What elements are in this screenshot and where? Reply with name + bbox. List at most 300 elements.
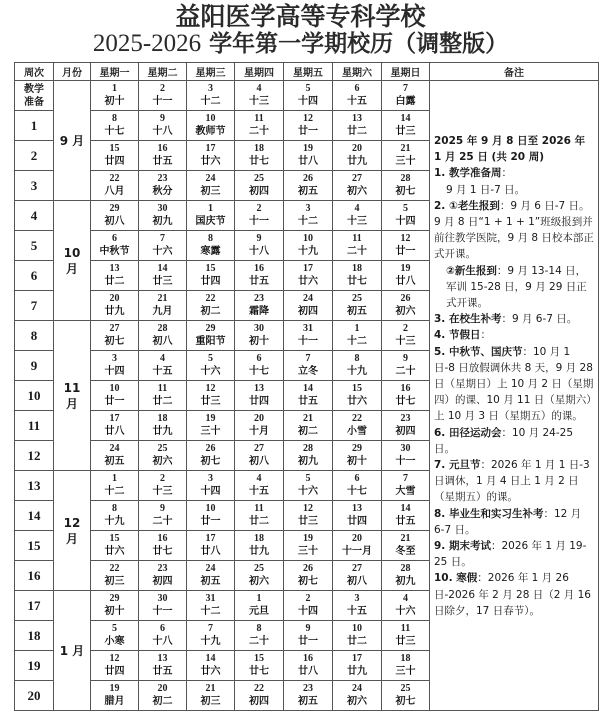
day-cell [139,321,187,351]
notes-content [434,133,594,619]
day-cell [187,531,235,561]
day-number: 27 [109,322,120,334]
day-cell [139,561,187,591]
lunar-date: 三十 [298,545,318,557]
day-cell [382,111,430,141]
day-number: 18 [254,142,264,154]
day-cell [139,681,187,711]
day-cell [382,441,430,471]
day-cell [284,501,333,531]
lunar-date: 初七 [200,455,221,467]
day-cell [333,291,382,321]
day-cell [187,351,235,381]
day-number: 20 [352,142,362,154]
lunar-date: 十二 [200,95,221,107]
day-number: 23 [303,682,313,694]
day-cell [382,561,430,591]
day-number: 19 [205,412,216,424]
header-week: 周次 [15,63,54,81]
week-number: 19 [15,651,54,681]
day-cell [382,201,430,231]
note-label: 4. 节假日 [434,329,481,342]
header-month: 月份 [54,63,91,81]
day-cell [333,561,382,591]
note-label: 1. 教学准备周 [434,167,502,180]
lunar-date: 十四 [200,485,221,497]
day-cell [382,651,430,681]
lunar-date: 白露 [395,95,416,107]
lunar-date: 十六 [200,365,221,377]
day-number: 2 [160,82,165,94]
lunar-date: 廿四 [249,395,269,407]
lunar-date: 中秋节 [99,245,130,257]
day-cell [333,471,382,501]
day-number: 1 [354,322,360,334]
lunar-date: 十二 [104,485,125,497]
day-number: 29 [109,592,120,604]
day-cell [382,621,430,651]
lunar-date: 小寒 [104,635,125,647]
day-cell [284,111,333,141]
lunar-date: 十五 [347,605,367,617]
day-cell [139,471,187,501]
day-number: 30 [157,202,168,214]
lunar-date: 十九 [200,635,221,647]
day-cell [235,141,284,171]
lunar-date: 廿三 [152,275,173,287]
day-number: 2 [256,202,262,214]
lunar-date: 廿四 [104,665,125,677]
day-cell [235,501,284,531]
day-cell [187,291,235,321]
day-number: 18 [352,262,362,274]
lunar-date: 十五 [249,485,269,497]
day-number: 4 [403,592,408,604]
academic-year: 2025-2026 [92,30,202,57]
day-cell [333,201,382,231]
lunar-date: 三十 [395,665,416,677]
day-number: 19 [109,682,120,694]
day-number: 10 [352,622,362,634]
day-cell [235,81,284,111]
lunar-date: 廿八 [298,155,318,167]
day-number: 12 [303,112,313,124]
school-title: 益阳医学高等专科学校 [175,2,426,31]
day-cell [91,321,139,351]
day-cell [333,621,382,651]
day-cell [284,441,333,471]
day-cell [235,681,284,711]
week-label-line2: 准备 [24,96,44,108]
lunar-date: 廿一 [395,245,416,257]
lunar-date: 霜降 [249,305,269,317]
day-cell [187,561,235,591]
day-cell [187,501,235,531]
day-number: 31 [205,592,216,604]
lunar-date: 廿二 [347,125,367,137]
day-number: 25 [254,562,264,574]
day-number: 17 [109,412,120,424]
lunar-date: 十四 [298,605,318,617]
day-cell [235,291,284,321]
month-label [54,471,91,591]
week-number: 13 [15,471,54,501]
day-number: 27 [352,562,362,574]
day-number: 18 [254,532,264,544]
day-cell [139,411,187,441]
week-number: 17 [15,591,54,621]
lunar-date: 廿六 [200,665,221,677]
note-label: 5. 中秋节、国庆节 [434,345,523,358]
lunar-date: 初四 [249,185,269,197]
day-number: 26 [303,172,313,184]
lunar-date: 廿五 [152,665,173,677]
lunar-date: 初二 [152,695,173,707]
day-number: 8 [112,502,117,514]
lunar-date: 廿六 [347,395,367,407]
day-number: 16 [400,382,411,394]
lunar-date: 初七 [104,335,125,347]
day-cell [91,681,139,711]
day-cell [235,471,284,501]
day-number: 5 [403,202,408,214]
lunar-date: 廿三 [395,635,416,647]
lunar-date: 廿三 [200,395,221,407]
day-cell [139,231,187,261]
day-number: 27 [254,442,264,454]
day-cell [333,261,382,291]
day-cell [284,531,333,561]
day-number: 6 [256,352,262,364]
day-number: 10 [205,112,216,124]
day-cell [284,81,333,111]
note-text: 9 月 1 日-7 日。 [446,183,526,196]
lunar-date: 廿五 [249,275,269,287]
day-cell [284,381,333,411]
week-label-line1: 教学 [24,83,44,95]
header-tuesday: 星期二 [139,63,187,81]
day-cell [139,441,187,471]
day-number: 25 [157,442,168,454]
lunar-date: 廿六 [200,155,221,167]
lunar-date: 冬至 [395,545,416,557]
note-text: ：2026 年 1 月 1 日-3 日调休，1 月 4 日上 1 月 2 日（星期五）的课。 [434,459,590,504]
day-cell [382,351,430,381]
note-label: 9. 期末考试 [434,540,491,553]
lunar-date: 小雪 [347,425,367,437]
day-number: 7 [208,622,213,634]
lunar-date: 廿五 [298,395,318,407]
day-cell [333,111,382,141]
term-title: 学年第一学期校历（调整版） [209,30,509,57]
day-number: 22 [254,682,264,694]
day-number: 3 [112,352,117,364]
lunar-date: 廿七 [395,395,416,407]
lunar-date: 初八 [104,215,125,227]
lunar-date: 十五 [152,365,173,377]
day-cell [139,201,187,231]
lunar-date: 廿一 [298,635,318,647]
day-cell [284,411,333,441]
lunar-date: 廿四 [104,155,125,167]
day-cell [382,591,430,621]
lunar-date: 廿九 [249,545,269,557]
note-label: 10. 寒假 [434,572,478,585]
lunar-date: 初四 [249,695,269,707]
day-cell [333,651,382,681]
note-label: ②新生报到 [446,264,497,277]
note-label: 2. ①老生报到 [434,199,500,212]
day-number: 24 [352,682,362,694]
note-item [434,327,594,343]
day-cell [382,141,430,171]
day-number: 12 [205,382,216,394]
day-cell [187,171,235,201]
lunar-date: 廿三 [395,125,416,137]
lunar-date: 三十 [200,425,221,437]
day-number: 11 [400,622,411,634]
day-number: 11 [254,112,264,124]
day-number: 7 [305,352,311,364]
day-number: 11 [352,232,362,244]
day-number: 14 [157,262,168,274]
day-cell [333,411,382,441]
note-label: 8. 毕业生和实习生补考 [434,507,544,520]
lunar-date: 初六 [347,185,367,197]
lunar-date: 初九 [395,575,416,587]
lunar-date: 初二 [298,425,318,437]
day-number: 26 [400,292,411,304]
day-number: 8 [208,232,213,244]
day-cell [284,651,333,681]
day-number: 17 [303,262,313,274]
day-cell [187,621,235,651]
day-cell [333,231,382,261]
day-cell [139,81,187,111]
day-cell [284,171,333,201]
lunar-date: 廿二 [104,275,125,287]
lunar-date: 廿四 [200,275,221,287]
day-number: 4 [256,82,262,94]
note-label: 6. 田径运动会 [434,426,502,439]
day-cell [382,231,430,261]
day-cell [139,291,187,321]
day-cell [187,201,235,231]
lunar-date: 初四 [395,425,416,437]
day-cell [139,621,187,651]
month-number: 11 [63,380,81,395]
week-number: 18 [15,621,54,651]
day-number: 24 [205,172,216,184]
day-number: 8 [256,622,262,634]
day-number: 17 [205,532,216,544]
lunar-date: 八月 [104,185,125,197]
lunar-date: 十七 [249,365,269,377]
week-number: 5 [15,231,54,261]
lunar-date: 廿四 [347,515,367,527]
day-number: 28 [157,322,168,334]
day-number: 5 [112,622,117,634]
day-cell [235,171,284,201]
day-number: 15 [109,532,120,544]
month-number: 12 [63,515,81,530]
lunar-date: 十一 [395,455,416,467]
day-number: 15 [254,652,264,664]
day-cell [284,591,333,621]
day-cell [139,501,187,531]
day-cell [139,381,187,411]
day-cell [91,651,139,681]
lunar-date: 初六 [395,305,416,317]
day-number: 21 [205,682,216,694]
day-cell [333,141,382,171]
lunar-date: 廿九 [152,425,173,437]
lunar-date: 廿七 [152,545,173,557]
day-number: 16 [303,652,313,664]
day-number: 17 [205,142,216,154]
day-number: 9 [403,352,408,364]
day-number: 14 [205,652,216,664]
day-number: 25 [400,682,411,694]
day-number: 6 [354,82,360,94]
lunar-date: 十一 [298,335,318,347]
lunar-date: 廿七 [249,155,269,167]
lunar-date: 初八 [152,335,173,347]
day-cell [187,441,235,471]
day-cell [91,231,139,261]
day-number: 15 [205,262,216,274]
note-text: ：10 月 24-25 日。 [434,426,573,455]
lunar-date: 初十 [347,455,367,467]
day-cell [284,681,333,711]
day-number: 23 [157,562,168,574]
week-number: 20 [15,681,54,711]
day-cell [91,471,139,501]
lunar-date: 廿三 [298,515,318,527]
notes-cell [430,81,599,711]
day-cell [187,681,235,711]
lunar-date: 十九 [347,365,367,377]
lunar-date: 十一 [249,215,269,227]
day-cell [91,81,139,111]
lunar-date: 初四 [298,305,318,317]
day-number: 21 [400,532,411,544]
lunar-date: 廿八 [298,665,318,677]
lunar-date: 初六 [347,695,367,707]
lunar-date: 初八 [249,455,269,467]
week-number: 1 [15,111,54,141]
note-text: ：10 月 1 日-8 日放假调休共 8 天，9 月 28 日（星期日）上 10 月 2 日（星期四）的课、10 月 11 日（星期六）上 10 月 3 日（星期五）的课。 [434,345,594,423]
lunar-date: 廿九 [347,665,367,677]
day-number: 28 [400,562,411,574]
note-item [434,570,594,619]
note-item [434,538,594,570]
day-number: 3 [208,82,213,94]
lunar-date: 廿一 [104,395,125,407]
lunar-date: 初九 [298,455,318,467]
note-text: ：9 月 6-7 日。 [501,313,578,326]
day-cell [235,381,284,411]
day-number: 4 [160,352,165,364]
day-cell [284,561,333,591]
week-number: 10 [15,381,54,411]
week-number: 16 [15,561,54,591]
day-cell [235,561,284,591]
day-cell [284,261,333,291]
note-label: 7. 元旦节 [434,459,481,472]
day-number: 9 [305,622,311,634]
lunar-date: 初六 [152,455,173,467]
lunar-date: 十月 [249,425,269,437]
day-cell [333,171,382,201]
day-cell [235,261,284,291]
day-number: 7 [403,472,408,484]
day-cell [284,141,333,171]
day-cell [187,471,235,501]
day-number: 21 [303,412,313,424]
week-number: 11 [15,411,54,441]
day-cell [235,201,284,231]
lunar-date: 廿七 [347,275,367,287]
day-number: 14 [400,112,411,124]
note-item [434,182,594,198]
day-number: 6 [112,232,117,244]
day-cell [91,591,139,621]
day-number: 5 [305,82,311,94]
lunar-date: 廿八 [104,425,125,437]
lunar-date: 初五 [347,305,367,317]
day-number: 27 [352,172,362,184]
day-number: 30 [157,592,168,604]
day-number: 28 [400,172,411,184]
day-cell [284,231,333,261]
lunar-date: 十六 [152,245,173,257]
month-suffix: 月 [65,531,78,546]
day-cell [284,321,333,351]
day-number: 19 [303,142,313,154]
term-summary: 2025 年 9 月 8 日至 2026 年 1 月 25 日 (共 20 周) [434,135,586,164]
note-text: ：2026 年 1 月 26 日-2026 年 2 月 28 日（2 月 16 日除夕，17 日春节）。 [434,572,591,617]
header-notes: 备注 [430,63,599,81]
lunar-date: 初五 [104,455,125,467]
day-cell [235,591,284,621]
lunar-date: 廿二 [152,395,173,407]
lunar-date: 十三 [249,95,269,107]
calendar-title [0,29,601,59]
lunar-date: 廿七 [249,665,269,677]
day-cell [382,171,430,201]
note-item [434,457,594,506]
school-calendar-table [14,62,599,711]
day-number: 22 [205,292,216,304]
month-suffix: 月 [65,396,78,411]
day-number: 26 [205,442,216,454]
day-cell [333,441,382,471]
lunar-date: 十二 [298,215,318,227]
lunar-date: 廿八 [395,275,416,287]
day-number: 23 [254,292,264,304]
day-number: 5 [305,472,311,484]
day-cell [235,531,284,561]
week-number: 9 [15,351,54,381]
lunar-date: 二十 [347,245,367,257]
lunar-date: 十六 [298,485,318,497]
month-label [54,321,91,471]
day-number: 10 [205,502,216,514]
lunar-date: 十三 [395,335,416,347]
day-cell [187,81,235,111]
lunar-date: 寒露 [200,245,221,257]
